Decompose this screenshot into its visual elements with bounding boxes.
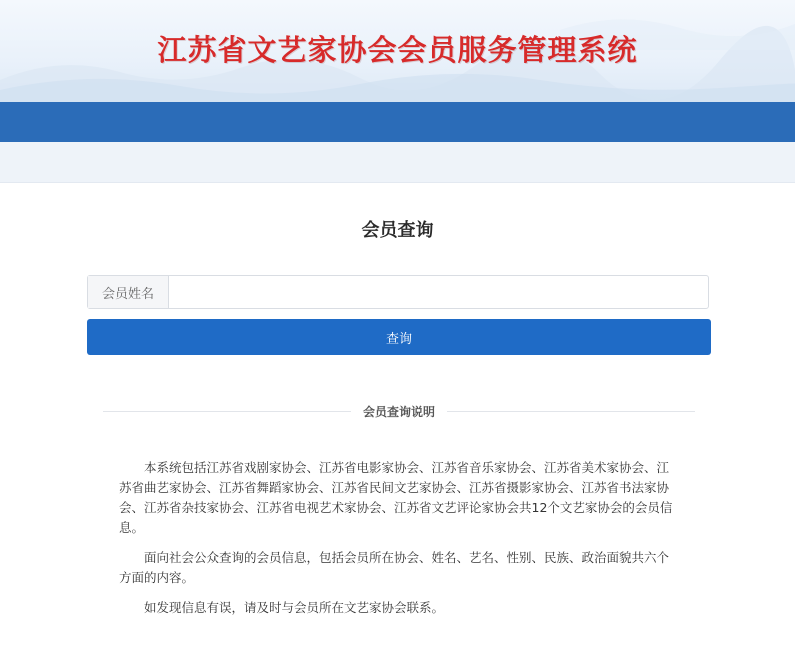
section-divider bbox=[103, 401, 695, 421]
site-title: 江苏省文艺家协会会员服务管理系统 bbox=[157, 33, 638, 67]
member-search-group bbox=[87, 275, 709, 309]
header-banner bbox=[0, 0, 795, 102]
section-divider-label: 会员查询说明 bbox=[363, 404, 436, 419]
nav-bar bbox=[0, 102, 795, 142]
divider-line-left bbox=[103, 411, 351, 412]
member-name-input[interactable] bbox=[169, 276, 708, 308]
query-description bbox=[119, 458, 681, 628]
description-paragraph: 如发现信息有误，请及时与会员所在文艺家协会联系。 bbox=[144, 600, 445, 615]
description-paragraph: 面向社会公众查询的会员信息，包括会员所在协会、姓名、艺名、性别、民族、政治面貌共六个方面的内容。 bbox=[119, 550, 670, 585]
description-paragraph: 本系统包括江苏省戏剧家协会、江苏省电影家协会、江苏省音乐家协会、江苏省美术家协会、江苏省曲艺家协会、江苏省舞蹈家协会、江苏省民间文艺家协会、江苏省摄影家协会、江苏省书法家协会、江苏省杂技家协会、江苏省电视艺术家协会、江苏省文艺评论家协会共12个文艺家协会的会员信息。 bbox=[119, 460, 673, 535]
query-button[interactable]: 查询 bbox=[87, 319, 711, 355]
page-title: 会员查询 bbox=[361, 220, 434, 241]
divider-line-right bbox=[447, 411, 695, 412]
member-name-label: 会员姓名 bbox=[88, 276, 169, 308]
sub-band bbox=[0, 142, 795, 183]
